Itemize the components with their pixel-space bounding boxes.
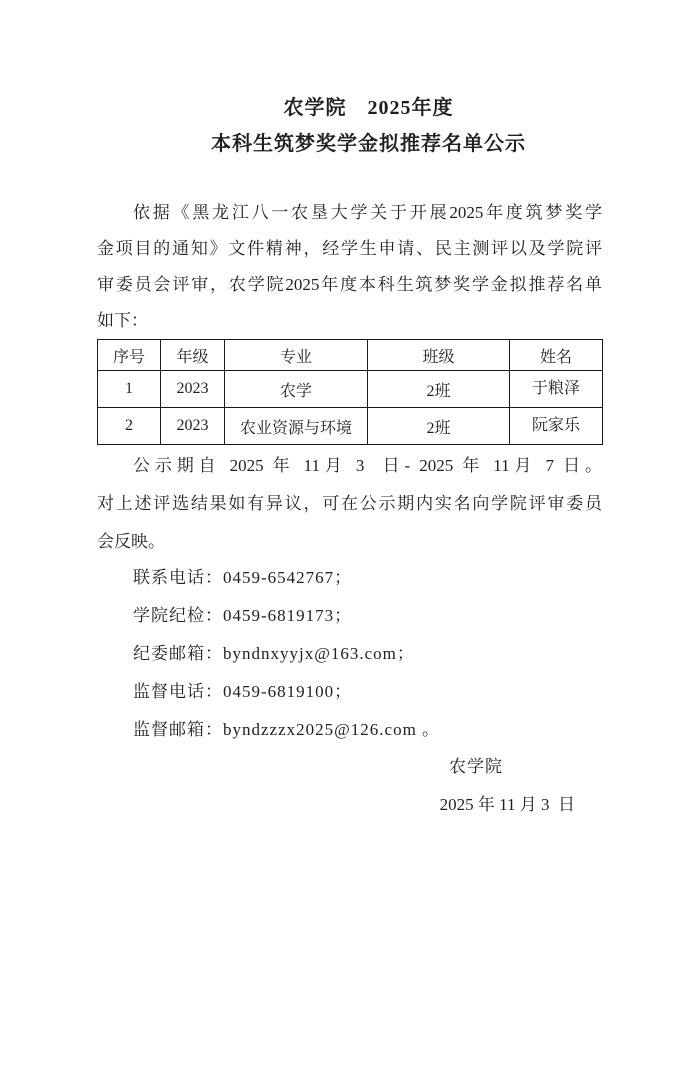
notice-line: 会反映。 bbox=[97, 532, 165, 551]
table-cell-class: 2班 bbox=[368, 408, 510, 445]
contact-line-supervision-phone: 监督电话：0459-6819100； bbox=[133, 682, 353, 701]
table-cell-grade: 2023 bbox=[161, 408, 225, 445]
notice-paragraph bbox=[97, 447, 602, 561]
table-cell-class: 2班 bbox=[368, 371, 510, 408]
table-header-row bbox=[98, 340, 603, 371]
intro-line: 依据《黑龙江八一农垦大学关于开展2025年度筑梦奖学 bbox=[133, 203, 602, 222]
table-cell-name: 于粮泽 bbox=[510, 371, 603, 408]
intro-line: 金项目的通知》文件精神，经学生申请、民主测评以及学院评 bbox=[97, 239, 602, 258]
table-cell-grade: 2023 bbox=[161, 371, 225, 408]
contact-info bbox=[97, 559, 602, 749]
table-cell-major: 农学 bbox=[225, 371, 368, 408]
intro-paragraph bbox=[97, 195, 602, 339]
table-header-cell-name: 姓名 bbox=[510, 340, 603, 371]
contact-line-phone: 联系电话：0459-6542767； bbox=[133, 568, 353, 587]
document-page bbox=[0, 96, 699, 1086]
table-header-cell-class: 班级 bbox=[368, 340, 510, 371]
document-title-line2: 本科生筑梦奖学金拟推荐名单公示 bbox=[211, 133, 526, 155]
contact-line-supervision-email: 监督邮箱：byndzzzx2025@126.com 。 bbox=[133, 720, 441, 739]
intro-line: 如下： bbox=[97, 311, 148, 330]
table-header-cell-major: 专业 bbox=[225, 340, 368, 371]
table-row bbox=[98, 371, 603, 408]
contact-line-discipline-phone: 学院纪检：0459-6819173； bbox=[133, 606, 353, 625]
signature-date: 2025 年 11 月 3 日 bbox=[439, 795, 575, 814]
notice-line: 对上述评选结果如有异议，可在公示期内实名向学院评审委员 bbox=[97, 494, 602, 513]
contact-line-discipline-email: 纪委邮箱：byndnxyyjx@163.com； bbox=[133, 644, 415, 663]
recommendation-table bbox=[97, 339, 603, 445]
table-cell-major: 农业资源与环境 bbox=[225, 408, 368, 445]
document-body bbox=[97, 96, 602, 825]
table-cell-name: 阮家乐 bbox=[510, 408, 603, 445]
intro-line: 审委员会评审，农学院2025年度本科生筑梦奖学金拟推荐名单 bbox=[97, 275, 602, 294]
signature-org: 农学院 bbox=[449, 757, 503, 776]
table-header-cell-index: 序号 bbox=[98, 340, 161, 371]
table-cell-index: 2 bbox=[98, 408, 161, 445]
document-title-line1: 农学院 2025年度 bbox=[283, 97, 454, 119]
table-cell-index: 1 bbox=[98, 371, 161, 408]
table-row bbox=[98, 408, 603, 445]
table-header-cell-grade: 年级 bbox=[161, 340, 225, 371]
notice-line: 公示期自 2025 年 11月 3 日- 2025 年 11月 7 日。 bbox=[133, 456, 602, 475]
